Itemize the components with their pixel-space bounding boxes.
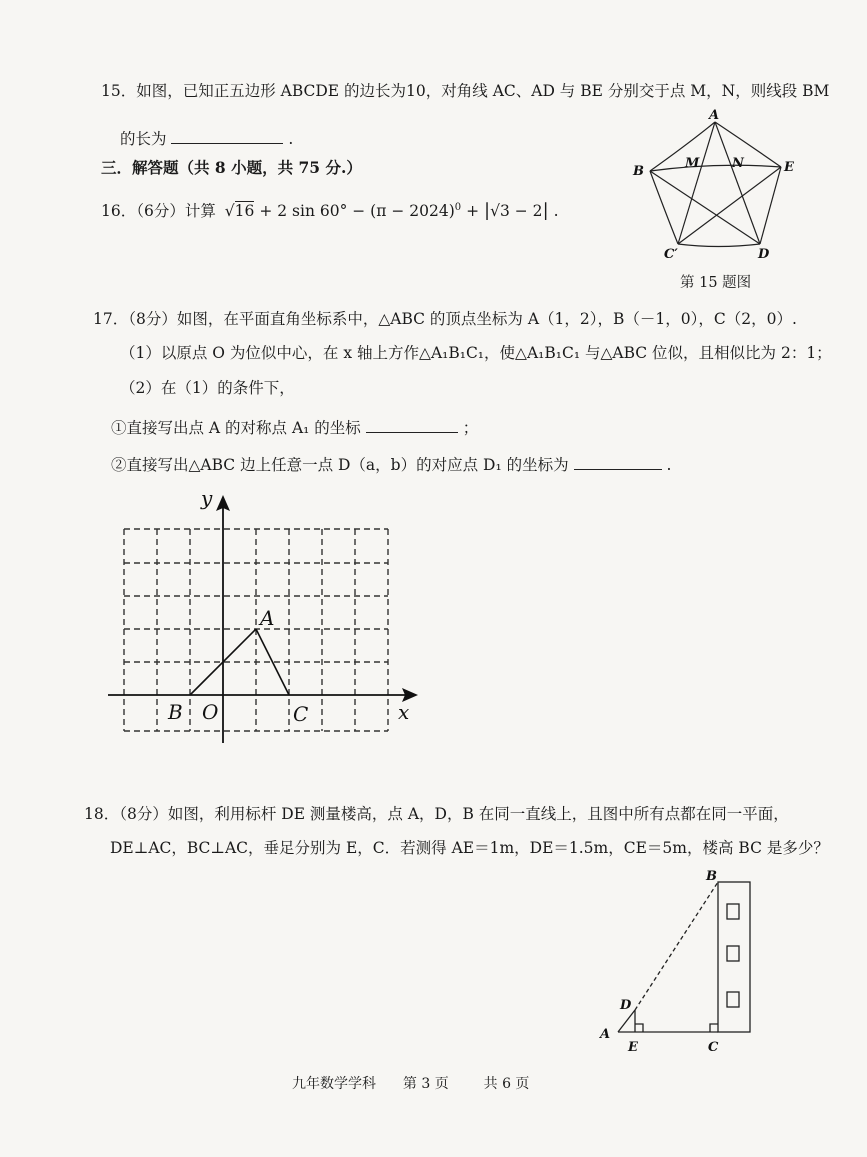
right-angle-c (710, 1024, 718, 1032)
q18-building-figure (590, 862, 760, 1062)
q16-expr-mid: + 2 sin 60° − (π − 2024) (259, 202, 455, 221)
q16-abs-left: | (484, 200, 491, 222)
q16-prefix: 16．（6分）计算 (101, 202, 216, 221)
q15-answer-blank (171, 127, 283, 144)
diagonal-ce (678, 167, 781, 244)
pentagon-side-cd (678, 244, 760, 247)
q17-sub1 (111, 416, 478, 439)
pentagon-side-ae (715, 122, 781, 167)
q16-abs-right: | (542, 200, 549, 222)
grid-label-x: x (398, 700, 410, 724)
pentagon-label-m: M (685, 156, 700, 171)
q17-sub1-blank (366, 416, 458, 433)
building-window-2 (727, 946, 739, 961)
diagonal-ac (678, 122, 715, 244)
pentagon-side-bc (650, 171, 678, 244)
q17-sub1-end: ； (462, 419, 479, 437)
footer-page: 第 3 页 (402, 1076, 449, 1092)
footer-subject: 九年数学学科 (292, 1076, 376, 1092)
building-window-3 (727, 992, 739, 1007)
diagonal-be (650, 165, 781, 171)
sight-line-db (635, 882, 718, 1010)
q15-pentagon-figure (628, 104, 806, 264)
q18-line2: DE⊥AC，BC⊥AC，垂足分别为 E，C．若测得 AE＝1m，DE＝1.5m，CE＝5m，楼高 BC 是多少？ (110, 839, 829, 857)
diagonal-bd (650, 171, 760, 244)
pentagon-label-e: E (784, 160, 794, 175)
q17-sub1-text: ①直接写出点 A 的对称点 A₁ 的坐标 (111, 419, 361, 437)
building-label-b: B (706, 869, 717, 884)
building-window-1 (727, 904, 739, 919)
q16-sqrt-sign2: √ (490, 202, 500, 221)
pentagon-label-a: A (709, 108, 720, 123)
grid-label-y: y (201, 486, 213, 510)
page-footer (292, 1073, 529, 1095)
q15-line2-end: . (288, 130, 294, 148)
q17-coordinate-grid (100, 485, 430, 745)
building-label-c: C (708, 1040, 719, 1055)
right-angle-e (635, 1024, 643, 1032)
building-label-a: A (600, 1027, 611, 1042)
q15-line1: 15．如图，已知正五边形 ABCDE 的边长为10，对角线 AC、AD 与 BE 分别交于点 M，N，则线段 BM (101, 82, 830, 100)
grid-label-a: A (260, 606, 275, 630)
footer-total: 共 6 页 (483, 1076, 530, 1092)
pentagon-label-b: B (633, 164, 644, 179)
q17-part2: （2）在（1）的条件下， (120, 379, 295, 397)
section3-title: 三．解答题（共 8 小题，共 75 分.） (101, 158, 362, 177)
q16-sqrt-sign: √ (224, 202, 235, 221)
q17-part1: （1）以原点 O 为位似中心，在 x 轴上方作△A₁B₁C₁，使△A₁B₁C₁ 与△ABC 位似，且相似比为 2：1； (120, 344, 832, 362)
pentagon-label-c: C′ (664, 247, 678, 262)
q16-abs-inner: 3 − 2 (499, 202, 543, 221)
q15-line2-text: 的长为 (120, 130, 167, 148)
pentagon-label-n: N (732, 156, 744, 171)
q17-sub2-blank (574, 453, 662, 470)
building-label-d: D (620, 998, 632, 1013)
q16-expr-plus: + (466, 202, 480, 221)
grid-label-c: C (293, 702, 309, 726)
grid-label-b: B (168, 700, 183, 724)
q16-expr-exp: 0 (454, 202, 462, 213)
q16-expr-end: . (553, 202, 559, 221)
q15-figure-caption: 第 15 题图 (680, 275, 752, 291)
diagonal-ad (715, 122, 760, 244)
q17-sub2-text: ②直接写出△ABC 边上任意一点 D（a，b）的对应点 D₁ 的坐标为 (111, 456, 569, 474)
q16-sqrt16: 16 (234, 202, 255, 221)
q18-line1: 18．（8分）如图，利用标杆 DE 测量楼高，点 A，D，B 在同一直线上，且图中所有点都在同一平面， (84, 805, 789, 823)
pentagon-side-de (760, 167, 781, 244)
q16-line (101, 197, 559, 222)
building-label-e: E (628, 1040, 638, 1055)
q15-line2 (120, 127, 293, 150)
sight-line-ad (618, 1010, 635, 1032)
q17-line1: 17．（8分）如图，在平面直角坐标系中，△ABC 的顶点坐标为 A（1，2），B（－1，0），C（2，0）. (93, 310, 797, 328)
pentagon-label-d: D (758, 247, 770, 262)
grid-label-o: O (202, 700, 219, 724)
q17-sub2-end: . (666, 456, 672, 474)
pentagon-side-ab (650, 122, 715, 171)
q17-sub2 (111, 453, 671, 476)
